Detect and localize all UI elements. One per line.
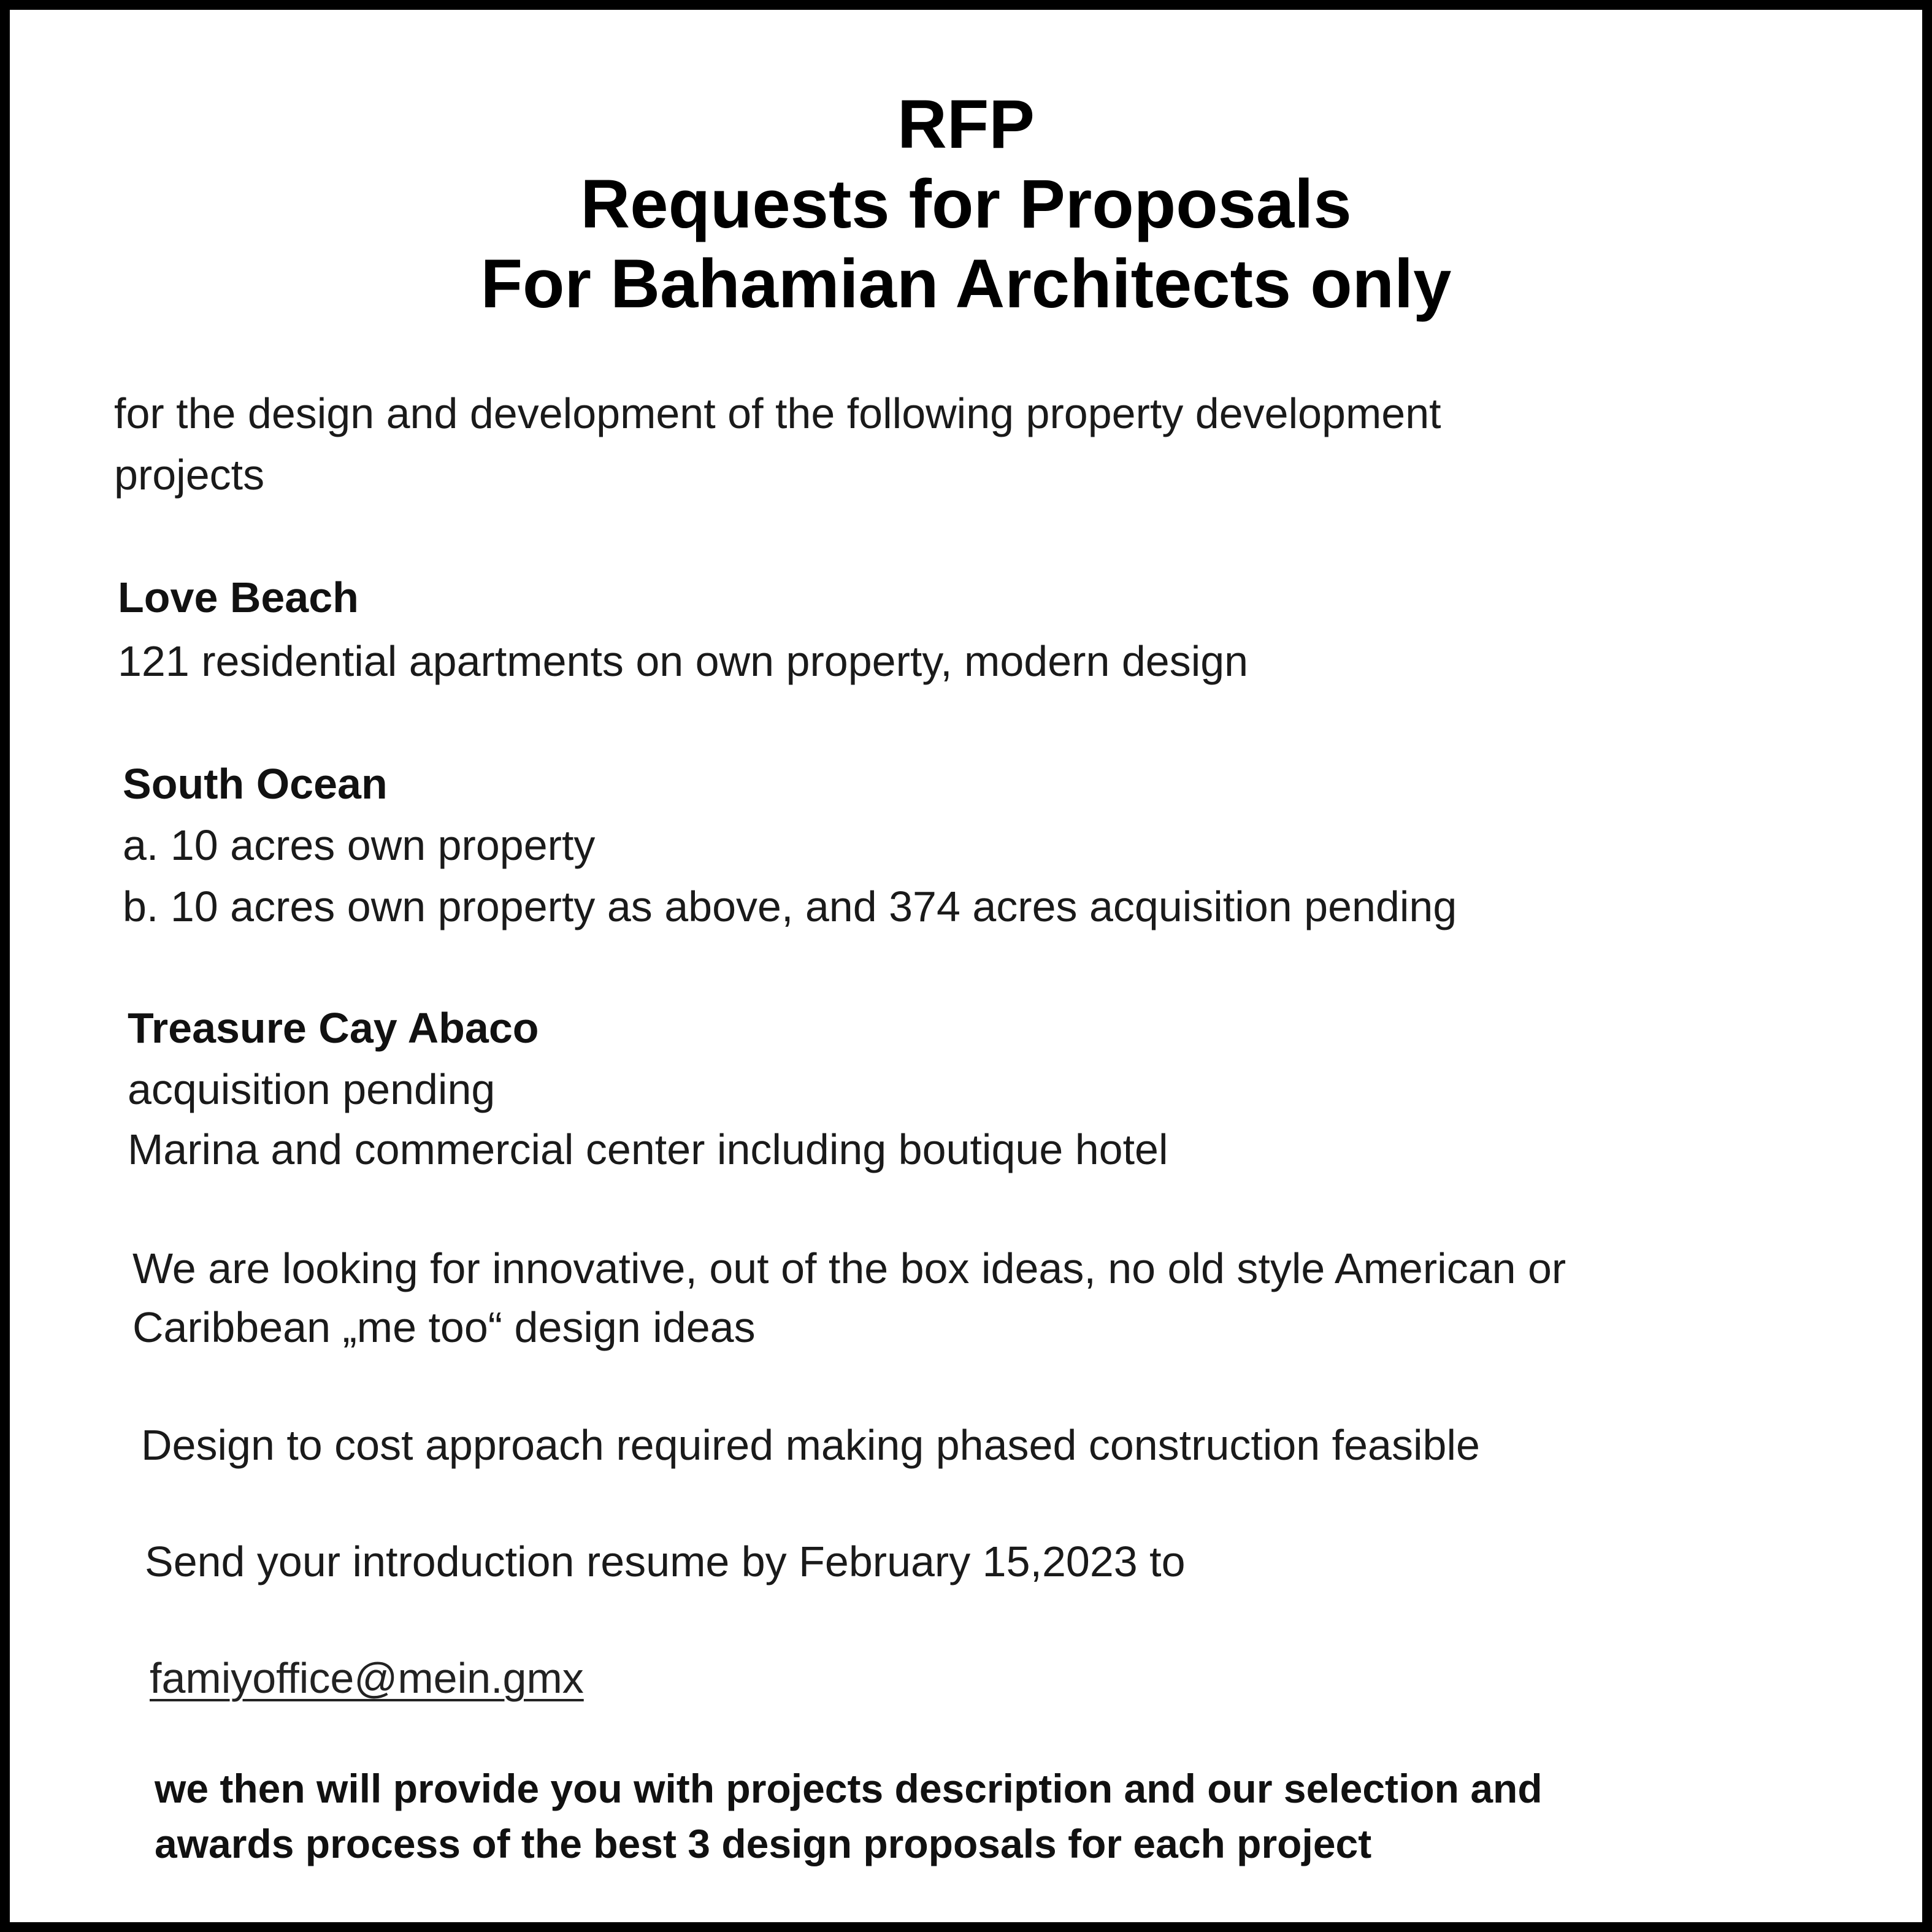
title-bahamian-architects: For Bahamian Architects only [480, 245, 1452, 322]
closing-line-1: we then will provide you with projects description and our selection and [155, 1766, 1543, 1811]
project-detail-treasure-cay-marina: Marina and commercial center including boutique hotel [128, 1125, 1168, 1173]
project-heading-treasure-cay: Treasure Cay Abaco [128, 1004, 539, 1052]
intro-line-1: for the design and development of the following property development [114, 389, 1441, 437]
looking-for-line-1: We are looking for innovative, out of the box ideas, no old style American or [132, 1244, 1566, 1292]
project-detail-treasure-cay-acquisition: acquisition pending [128, 1065, 496, 1113]
title-rfp: RFP [897, 86, 1035, 163]
project-detail-love-beach: 121 residential apartments on own property, modern design [118, 637, 1249, 685]
document-title [10, 85, 1922, 324]
intro-line-2: projects [114, 451, 265, 499]
project-heading-love-beach: Love Beach [118, 573, 359, 621]
project-detail-south-ocean-a: a. 10 acres own property [123, 821, 596, 869]
project-heading-south-ocean: South Ocean [123, 760, 388, 808]
looking-for-line-2: Caribbean „me too“ design ideas [132, 1303, 756, 1351]
contact-email-link[interactable]: famiyoffice@mein.gmx [150, 1654, 584, 1702]
design-to-cost-text: Design to cost approach required making phased construction feasible [141, 1421, 1480, 1469]
title-requests-for-proposals: Requests for Proposals [580, 166, 1352, 242]
send-resume-text: Send your introduction resume by February 15,2023 to [145, 1538, 1186, 1585]
project-detail-south-ocean-b: b. 10 acres own property as above, and 374 acres acquisition pending [123, 883, 1457, 930]
closing-line-2: awards process of the best 3 design proposals for each project [155, 1821, 1372, 1866]
